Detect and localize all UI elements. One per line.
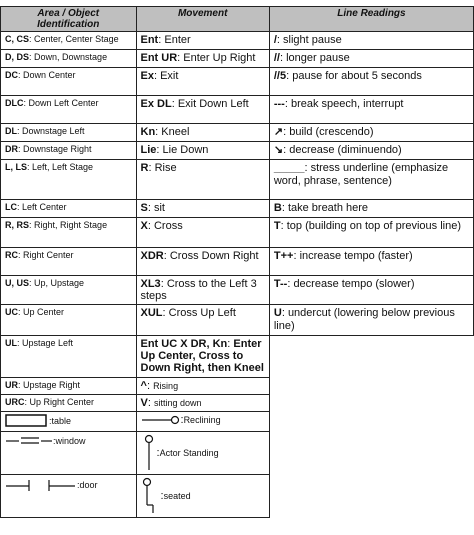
- table-row: [1, 68, 474, 96]
- table-row: [1, 142, 474, 160]
- area-cell: DR: Downstage Right: [1, 142, 137, 160]
- reading-text: decrease (diminuendo): [289, 144, 402, 156]
- area-text: Right, Right Stage: [34, 220, 108, 230]
- movement-code: Ex DL: [140, 98, 172, 110]
- empty-cell: [269, 475, 473, 518]
- reading-cell: //5: pause for about 5 seconds: [269, 68, 473, 96]
- actor-standing-symbol: [141, 434, 157, 472]
- area-cell: URC: Up Right Center: [1, 395, 137, 412]
- movement-cell: [136, 412, 269, 432]
- notation-table: [0, 6, 474, 518]
- reading-text: slight pause: [283, 34, 342, 46]
- table-row: [1, 395, 474, 412]
- movement-cell: Ex DL: Exit Down Left: [136, 96, 269, 124]
- reading-cell: _____: stress underline (emphasize word, phrase, sentence): [269, 160, 473, 200]
- area-text: Upstage Right: [23, 380, 81, 390]
- area-cell: UR: Upstage Right: [1, 378, 137, 395]
- area-cell: [1, 432, 137, 475]
- movement-text: sitting down: [153, 398, 202, 408]
- door-symbol: [5, 477, 77, 493]
- reading-code: ↗: [273, 126, 284, 138]
- area-code: UL: [5, 338, 17, 348]
- area-text: door: [79, 480, 98, 490]
- movement-text: Exit: [160, 70, 179, 82]
- seated-symbol: [141, 477, 161, 515]
- window-symbol: [5, 434, 53, 448]
- movement-cell: Ent UR: Enter Up Right: [136, 50, 269, 68]
- area-cell: DL: Downstage Left: [1, 124, 137, 142]
- movement-code: XUL: [140, 307, 163, 319]
- movement-code: Kn: [140, 126, 156, 138]
- reading-cell: U: undercut (lowering below previous line): [269, 305, 473, 336]
- movement-code: S: [140, 202, 148, 214]
- table-row: [1, 248, 474, 276]
- movement-text: Cross: [153, 220, 183, 232]
- table-row: [1, 412, 474, 432]
- movement-text: sit: [153, 202, 165, 214]
- movement-code: ^: [140, 380, 147, 392]
- reading-text: decrease tempo (slower): [293, 278, 415, 290]
- area-text: Down Center: [23, 70, 76, 80]
- movement-cell: Ent UC X DR, Kn: Enter Up Center, Cross to Down Right, then Kneel: [136, 336, 269, 378]
- area-cell: DLC: Down Left Center: [1, 96, 137, 124]
- table-row: [1, 96, 474, 124]
- reclining-symbol: [141, 414, 181, 426]
- movement-code: Ent UR: [140, 52, 178, 64]
- area-cell: LC: Left Center: [1, 200, 137, 218]
- area-code: R, RS: [5, 220, 30, 230]
- area-code: DL: [5, 126, 17, 136]
- symbol-wrapper: : seated: [141, 477, 265, 515]
- area-code: L, LS: [5, 162, 27, 172]
- reading-code: B: [273, 202, 282, 214]
- area-code: URC: [5, 397, 25, 407]
- area-text: Down Left Center: [28, 98, 99, 108]
- empty-cell: [269, 395, 473, 412]
- movement-text: seated: [163, 491, 191, 501]
- area-code: DR: [5, 144, 18, 154]
- reading-code: U: [273, 307, 282, 319]
- area-code: LC: [5, 202, 17, 212]
- movement-code: Ent: [140, 34, 159, 46]
- reading-text: build (crescendo): [289, 126, 374, 138]
- area-text: table: [51, 416, 72, 426]
- movement-code: R: [140, 162, 149, 174]
- area-cell: L, LS: Left, Left Stage: [1, 160, 137, 200]
- reading-cell: ---: break speech, interrupt: [269, 96, 473, 124]
- area-code: UR: [5, 380, 18, 390]
- table-row: [1, 336, 474, 378]
- table-row: [1, 475, 474, 518]
- area-cell: UC: Up Center: [1, 305, 137, 336]
- symbol-wrapper: : Actor Standing: [141, 434, 265, 472]
- area-header: Area / Object Identification: [1, 7, 137, 32]
- movement-cell: [136, 475, 269, 518]
- movement-text: Rising: [153, 381, 179, 391]
- movement-cell: Ex: Exit: [136, 68, 269, 96]
- reading-cell: ↗: build (crescendo): [269, 124, 473, 142]
- table-row: [1, 378, 474, 395]
- reading-text: take breath here: [287, 202, 369, 214]
- reading-cell: /: slight pause: [269, 32, 473, 50]
- movement-text: Cross Up Left: [168, 307, 236, 319]
- reading-code: ---: [273, 98, 285, 110]
- movement-cell: V: sitting down: [136, 395, 269, 412]
- movement-code: X: [140, 220, 148, 232]
- empty-cell: [269, 336, 473, 378]
- reading-cell: B: take breath here: [269, 200, 473, 218]
- movement-cell: X: Cross: [136, 218, 269, 248]
- area-text: Left, Left Stage: [32, 162, 94, 172]
- reading-text: increase tempo (faster): [299, 250, 413, 262]
- movement-cell: R: Rise: [136, 160, 269, 200]
- movement-header: Movement: [136, 7, 269, 32]
- movement-text: Enter Up Center, Cross to Down Right, then Kneel: [140, 338, 264, 374]
- reading-text: break speech, interrupt: [290, 98, 404, 110]
- area-code: RC: [5, 250, 18, 260]
- area-code: DC: [5, 70, 18, 80]
- area-code: U, US: [5, 278, 30, 288]
- area-text: Up, Upstage: [34, 278, 85, 288]
- reading-cell: ↘: decrease (diminuendo): [269, 142, 473, 160]
- table-row: [1, 32, 474, 50]
- reading-cell: T--: decrease tempo (slower): [269, 276, 473, 305]
- reading-code: //5: [273, 70, 287, 82]
- area-cell: C, CS: Center, Center Stage: [1, 32, 137, 50]
- reading-text: undercut (lowering below previous line): [273, 307, 455, 332]
- movement-code: XDR: [140, 250, 164, 262]
- reading-cell: //: longer pause: [269, 50, 473, 68]
- symbol-wrapper: : window: [5, 434, 132, 448]
- reading-code: /: [273, 34, 277, 46]
- area-text: Center, Center Stage: [34, 34, 119, 44]
- area-text: Downstage Right: [23, 144, 92, 154]
- movement-text: Kneel: [161, 126, 190, 138]
- area-code: C, CS: [5, 34, 30, 44]
- movement-code: V: [140, 397, 148, 409]
- area-code: UC: [5, 307, 18, 317]
- reading-text: stress underline (emphasize word, phrase, sentence): [273, 162, 449, 187]
- movement-code: Lie: [140, 144, 157, 156]
- area-cell: UL: Upstage Left: [1, 336, 137, 378]
- movement-cell: [136, 432, 269, 475]
- reading-code: T++: [273, 250, 294, 262]
- area-cell: DC: Down Center: [1, 68, 137, 96]
- empty-cell: [269, 412, 473, 432]
- movement-text: Cross to the Left 3 steps: [140, 278, 257, 302]
- table-symbol: [5, 414, 49, 428]
- header-row: [1, 7, 474, 32]
- area-cell: [1, 475, 137, 518]
- movement-cell: Kn: Kneel: [136, 124, 269, 142]
- area-text: Down, Downstage: [34, 52, 108, 62]
- area-text: Right Center: [23, 250, 74, 260]
- area-text: Left Center: [22, 202, 67, 212]
- area-cell: D, DS: Down, Downstage: [1, 50, 137, 68]
- movement-text: Cross Down Right: [169, 250, 259, 262]
- empty-cell: [269, 378, 473, 395]
- reading-code: ↘: [273, 144, 284, 156]
- movement-text: Enter Up Right: [183, 52, 256, 64]
- table-row: [1, 160, 474, 200]
- reading-code: T--: [273, 278, 288, 290]
- movement-text: Actor Standing: [159, 448, 219, 458]
- movement-code: Ent UC X DR, Kn: [140, 338, 228, 350]
- area-text: Downstage Left: [22, 126, 85, 136]
- reading-code: _____: [273, 162, 305, 174]
- reading-code: //: [273, 52, 280, 64]
- reading-cell: T: top (building on top of previous line): [269, 218, 473, 248]
- area-code: DLC: [5, 98, 24, 108]
- area-text: Upstage Left: [22, 338, 74, 348]
- movement-text: Exit Down Left: [177, 98, 249, 110]
- symbol-wrapper: : table: [5, 414, 132, 428]
- area-text: window: [55, 436, 86, 446]
- area-cell: RC: Right Center: [1, 248, 137, 276]
- area-text: Up Center: [23, 307, 65, 317]
- movement-cell: ^: Rising: [136, 378, 269, 395]
- movement-cell: XDR: Cross Down Right: [136, 248, 269, 276]
- area-code: D, DS: [5, 52, 30, 62]
- table-row: [1, 200, 474, 218]
- movement-code: Ex: [140, 70, 154, 82]
- movement-text: Enter: [164, 34, 191, 46]
- area-cell: U, US: Up, Upstage: [1, 276, 137, 305]
- reading-text: pause for about 5 seconds: [292, 70, 422, 82]
- area-text: Up Right Center: [29, 397, 95, 407]
- table-row: [1, 218, 474, 248]
- movement-cell: Lie: Lie Down: [136, 142, 269, 160]
- movement-cell: XL3: Cross to the Left 3 steps: [136, 276, 269, 305]
- symbol-wrapper: : door: [5, 477, 132, 493]
- area-cell: [1, 412, 137, 432]
- area-cell: R, RS: Right, Right Stage: [1, 218, 137, 248]
- reading-text: top (building on top of previous line): [286, 220, 461, 232]
- movement-cell: S: sit: [136, 200, 269, 218]
- movement-code: XL3: [140, 278, 161, 290]
- table-row: [1, 305, 474, 336]
- table-row: [1, 432, 474, 475]
- movement-cell: XUL: Cross Up Left: [136, 305, 269, 336]
- movement-text: Rise: [154, 162, 177, 174]
- movement-text: Lie Down: [162, 144, 209, 156]
- table-row: [1, 50, 474, 68]
- readings-header: Line Readings: [269, 7, 473, 32]
- table-row: [1, 124, 474, 142]
- movement-text: Reclining: [183, 415, 221, 425]
- table-row: [1, 276, 474, 305]
- movement-cell: Ent: Enter: [136, 32, 269, 50]
- reading-text: longer pause: [286, 52, 350, 64]
- reading-code: T: [273, 220, 281, 232]
- symbol-wrapper: : Reclining: [141, 414, 265, 426]
- reading-cell: T++: increase tempo (faster): [269, 248, 473, 276]
- empty-cell: [269, 432, 473, 475]
